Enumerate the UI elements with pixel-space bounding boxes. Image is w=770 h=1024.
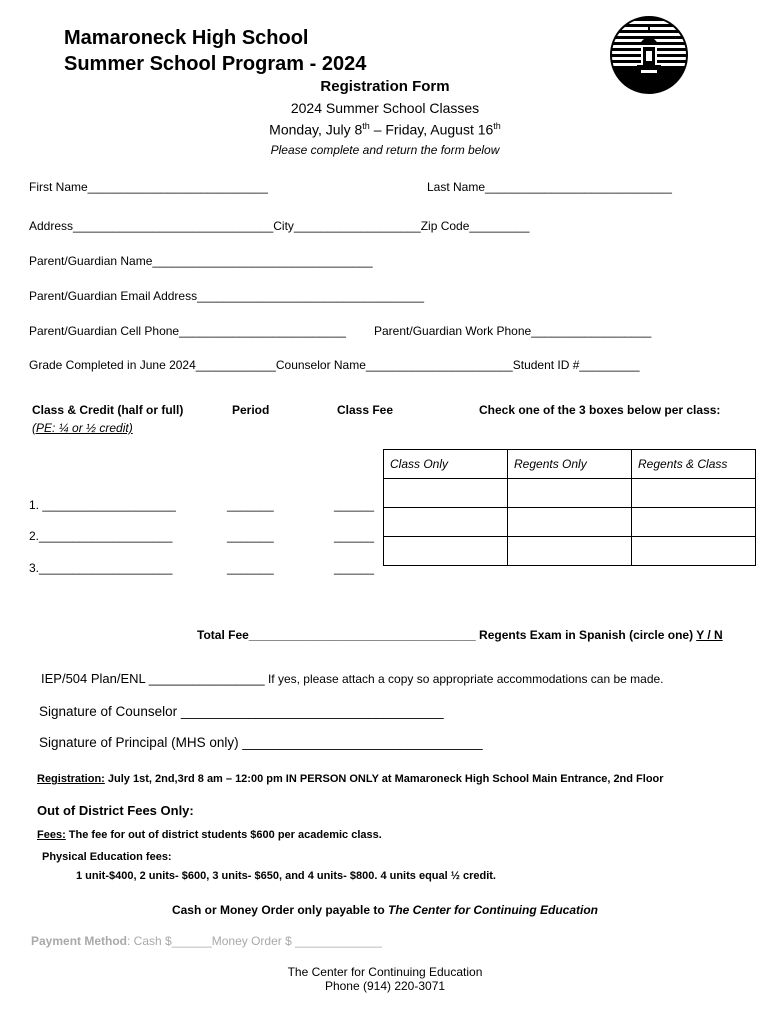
principal-signature-field[interactable]: Signature of Principal (MHS only) ________________________________ <box>39 735 483 750</box>
school-name-line2: Summer School Program - 2024 <box>64 53 367 75</box>
regents-only-checkbox-2[interactable] <box>508 508 632 537</box>
spanish-exam-choice[interactable]: Y / N <box>696 628 723 642</box>
check-boxes-header: Check one of the 3 boxes below per class: <box>479 403 721 417</box>
instructions: Please complete and return the form below <box>270 143 500 157</box>
class-only-checkbox-3[interactable] <box>384 537 508 566</box>
pe-fees-text: 1 unit-$400, 2 units- $600, 3 units- $650, and 4 units- $800. 4 units equal ½ credit. <box>76 870 496 882</box>
payable-to-org: The Center for Continuing Education <box>388 903 599 917</box>
class-options-grid <box>383 449 756 566</box>
address-field[interactable]: Address______________________________City___________________Zip Code_________ <box>29 219 530 233</box>
pe-credit-note: (PE: ¼ or ½ credit) <box>32 421 133 435</box>
period-3-field[interactable]: _______ <box>227 561 274 575</box>
iep-note: If yes, please attach a copy so appropriate accommodations can be made. <box>264 672 664 686</box>
class-1-field[interactable]: 1. ____________________ <box>29 498 176 512</box>
regents-and-class-checkbox-1[interactable] <box>632 479 756 508</box>
program-dates: Monday, July 8th – Friday, August 16th <box>269 121 501 138</box>
fee-3-field[interactable]: ______ <box>334 561 375 575</box>
regents-only-header: Regents Only <box>508 450 632 479</box>
iep-line <box>41 671 664 686</box>
fee-2-field[interactable]: ______ <box>334 529 375 543</box>
class-only-header: Class Only <box>384 450 508 479</box>
class-fee-header: Class Fee <box>337 403 394 417</box>
out-of-district-heading: Out of District Fees Only: <box>37 803 194 818</box>
class-only-checkbox-1[interactable] <box>384 479 508 508</box>
fees-text: The fee for out of district students $600 per academic class. <box>65 829 382 841</box>
payable-to-line: Cash or Money Order only payable to The Center for Continuing Education <box>171 903 599 917</box>
footer-phone: Phone (914) 220-3071 <box>324 979 446 993</box>
school-name-line1: Mamaroneck High School <box>64 27 309 49</box>
school-name <box>64 25 366 77</box>
form-title: Registration Form <box>320 78 450 95</box>
footer-org: The Center for Continuing Education <box>287 965 483 979</box>
first-name-field[interactable]: First Name___________________________ <box>29 180 268 194</box>
regents-and-class-header: Regents & Class <box>632 450 756 479</box>
regents-only-checkbox-3[interactable] <box>508 537 632 566</box>
grid-row-1 <box>384 479 756 508</box>
class-3-field[interactable]: 3.____________________ <box>29 561 173 575</box>
class-only-checkbox-2[interactable] <box>384 508 508 537</box>
regents-only-checkbox-1[interactable] <box>508 479 632 508</box>
period-2-field[interactable]: _______ <box>227 529 274 543</box>
fees-label: Fees: <box>37 829 66 841</box>
grid-row-2 <box>384 508 756 537</box>
guardian-name-field[interactable]: Parent/Guardian Name_________________________________ <box>29 254 373 268</box>
iep-field[interactable]: IEP/504 Plan/ENL ________________ <box>41 671 265 686</box>
class-2-field[interactable]: 2.____________________ <box>29 529 173 543</box>
period-header: Period <box>232 403 270 417</box>
period-1-field[interactable]: _______ <box>227 498 274 512</box>
registration-info <box>37 773 664 785</box>
regents-and-class-checkbox-3[interactable] <box>632 537 756 566</box>
payment-method-text: : Cash $______Money Order $ _____________ <box>127 934 382 948</box>
grade-counselor-id-field[interactable]: Grade Completed in June 2024____________Counselor Name______________________Student ID #_________ <box>29 358 640 372</box>
registration-text: July 1st, 2nd,3rd 8 am – 12:00 pm IN PERSON ONLY at Mamaroneck High School Main Entrance, 2nd Floor <box>104 773 664 785</box>
registration-label: Registration: <box>37 773 105 785</box>
counselor-signature-field[interactable]: Signature of Counselor ___________________________________ <box>39 704 444 719</box>
guardian-email-field[interactable]: Parent/Guardian Email Address__________________________________ <box>29 289 424 303</box>
fee-1-field[interactable]: ______ <box>334 498 375 512</box>
class-credit-header: Class & Credit (half or full) <box>32 403 184 417</box>
grid-row-3 <box>384 537 756 566</box>
form-subtitle: 2024 Summer School Classes <box>290 100 480 116</box>
grid-header-row <box>384 450 756 479</box>
out-of-district-fees <box>37 829 382 841</box>
guardian-cell-field[interactable]: Parent/Guardian Cell Phone_________________________ <box>29 324 346 338</box>
total-fee-field[interactable]: Total Fee__________________________________ Regents Exam in Spanish (circle one) <box>197 628 694 642</box>
last-name-field[interactable]: Last Name____________________________ <box>427 180 672 194</box>
total-fee-line <box>197 628 723 642</box>
guardian-work-field[interactable]: Parent/Guardian Work Phone__________________ <box>374 324 652 338</box>
pe-fees-heading: Physical Education fees: <box>42 851 172 863</box>
payment-method-label: Payment Method <box>31 934 128 948</box>
regents-and-class-checkbox-2[interactable] <box>632 508 756 537</box>
payment-method-field[interactable] <box>31 934 382 948</box>
